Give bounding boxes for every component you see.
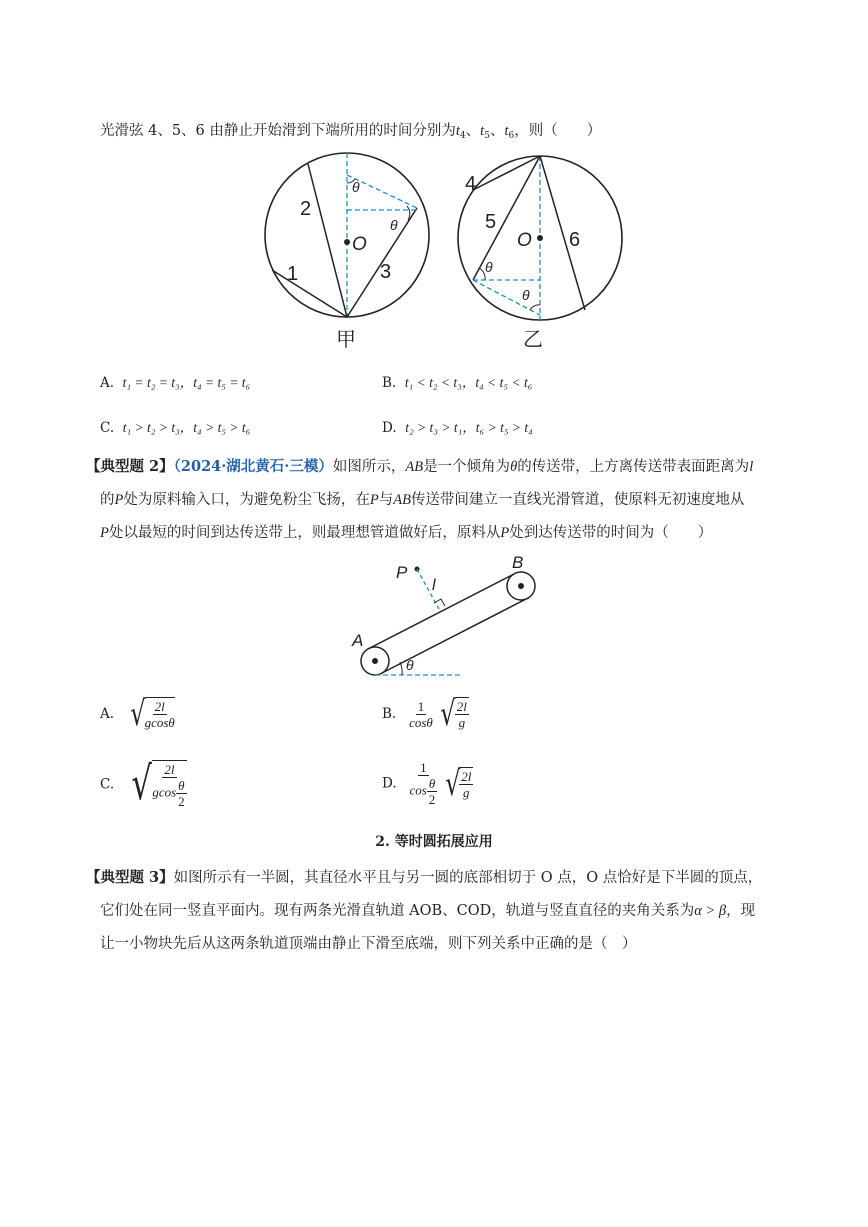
jia-label-O: O xyxy=(352,234,367,255)
yi-center-dot xyxy=(537,235,543,241)
yi-label-6: 6 xyxy=(569,229,581,251)
q3-line-1: 【典型题 3】如图所示有一半圆，其直径水平且与另一圆的底部相切于 O 点，O 点恰好是下半圆的顶点， xyxy=(86,869,763,886)
jia-caption: 甲 xyxy=(336,329,356,350)
q3-line-3: 让一小物块先后从这两条轨道顶端由静止下滑至底端，则下列关系中正确的是（ ） xyxy=(100,936,637,952)
yi-label-5: 5 xyxy=(485,211,497,233)
section-title: 2. 等时圆拓展应用 xyxy=(375,834,493,850)
q2-tag: 【典型题 2】 xyxy=(86,458,174,475)
jia-label-theta-top: θ xyxy=(352,179,360,195)
fig-label-b: B xyxy=(512,553,524,572)
q3-line-2: 它们处在同一竖直平面内。现有两条光滑直轨道 AOB、COD，轨道与竖直直径的夹角关系为α > β，现 xyxy=(100,903,756,919)
jia-label-3: 3 xyxy=(380,261,392,283)
q1-option-b[interactable]: B. t₁ < t₂ < t₃，t₄ < t₅ < t₆ xyxy=(382,375,533,391)
q2-source: （2024·湖北黄石·三模） xyxy=(173,458,333,475)
q2-option-b[interactable]: B. $\frac{1}{\cos\theta}$ √ $\frac{2l}{g}$ xyxy=(382,694,467,734)
fig-label-a: A xyxy=(352,631,364,650)
jia-label-1: 1 xyxy=(287,263,299,285)
yi-label-theta-left: θ xyxy=(485,259,493,275)
q3-tag: 【典型题 3】 xyxy=(86,869,174,886)
q1-option-c[interactable]: C. t₁ > t₂ > t₃，t₄ > t₅ > t₆ xyxy=(100,420,251,436)
jia-chord-2 xyxy=(308,164,347,317)
fig-label-theta: θ xyxy=(406,657,414,673)
q1-option-a[interactable]: A. t₁ = t₂ = t₃，t₄ = t₅ = t₆ xyxy=(100,375,251,391)
yi-label-theta-bottom: θ xyxy=(522,287,530,303)
jia-chord-1 xyxy=(272,270,347,317)
jia-center-dot xyxy=(344,239,350,245)
roller-b-axle xyxy=(518,583,524,589)
jia-angle-arc-right xyxy=(407,206,410,220)
q2-line-1: 【典型题 2】（2024·湖北黄石·三模）如图所示，AB是一个倾角为θ的传送带，上方离传送带表面距离为l xyxy=(86,458,754,475)
q2-line-3: P处以最短的时间到达传送带上，则最理想管道做好后，原料从P处到达传送带的时间为（ ） xyxy=(100,525,713,541)
q2-option-a[interactable]: A. √ $\frac{2l}{gcos\theta}$ xyxy=(100,694,175,734)
roller-a-axle xyxy=(372,658,378,664)
yi-chord-4 xyxy=(473,156,540,190)
conveyor-figure xyxy=(340,552,550,684)
fig-label-l: l xyxy=(432,577,436,594)
right-angle-mark xyxy=(434,599,445,606)
perpendicular-l xyxy=(417,569,439,609)
q1-stem: 光滑弦 4、5、6 由静止开始滑到下端所用的时间分别为$t_4$、$t_5$、$t_6$，则（ ） xyxy=(100,123,602,141)
belt-bottom xyxy=(382,598,528,673)
belt-top xyxy=(368,574,514,649)
yi-caption: 乙 xyxy=(523,329,543,350)
q2-line-2: 的P处为原料输入口，为避免粉尘飞扬，在P与AB传送带间建立一直线光滑管道，使原料无初速度地从 xyxy=(100,492,745,508)
q2-option-d[interactable]: D. 1 cos $\frac{\theta}{2}$ √ $\frac{2l}{g}$ xyxy=(382,760,472,807)
yi-angle-arc-bottom xyxy=(530,305,540,310)
figure-yi xyxy=(455,150,630,350)
q1-option-d[interactable]: D. t₂ > t₃ > t₁，t₆ > t₅ > t₄ xyxy=(382,420,533,436)
q2-option-c[interactable]: C. √ 2l gcos $\frac{\theta}{2}$ xyxy=(100,756,185,810)
jia-label-2: 2 xyxy=(300,198,312,220)
jia-label-theta-right: θ xyxy=(390,217,398,233)
yi-label-O: O xyxy=(517,230,532,251)
yi-chord-5 xyxy=(473,156,540,280)
theta-arc xyxy=(400,662,402,675)
fig-label-p: P xyxy=(396,563,408,582)
yi-label-4: 4 xyxy=(465,173,477,195)
figure-jia xyxy=(262,150,437,350)
